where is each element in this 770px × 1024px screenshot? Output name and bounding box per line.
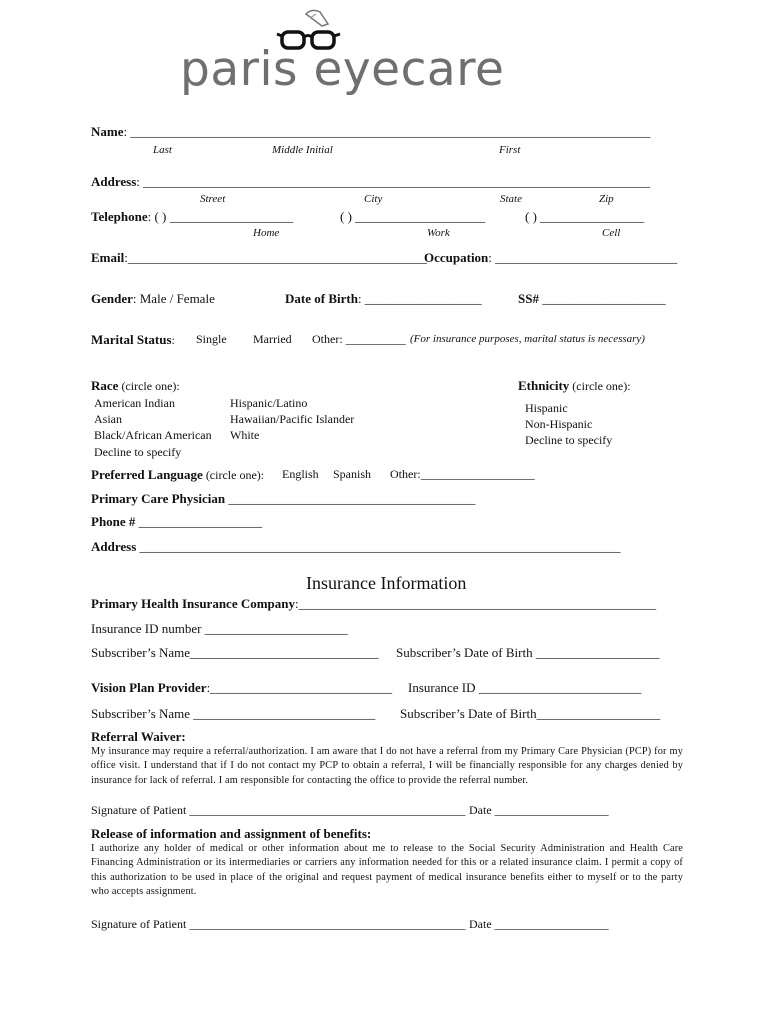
occupation-label: Occupation (424, 250, 489, 265)
marital-row (91, 332, 175, 348)
ethnicity-option[interactable]: Non-Hispanic (525, 417, 593, 431)
race-heading (91, 378, 180, 394)
pcp-address-label: Address (91, 539, 137, 554)
occupation-field[interactable]: : ____________________________ (488, 250, 678, 265)
race-option[interactable]: Asian (94, 412, 122, 426)
gender-row (91, 291, 215, 307)
name-label: Name (91, 124, 124, 139)
gender-label: Gender (91, 291, 133, 306)
release-text: I authorize any holder of medical or other information about me to release to the Social Security Administration and Health Care Financing Administration or its intermediaries or carriers any information needed for this or a related insurance claim. I permit a copy of this authorization to be used in place of the original and request payment of medical insurance benefits either to myself or to the party who accepts assignment. (91, 843, 683, 898)
insurance-company-label: Primary Health Insurance Company (91, 596, 296, 611)
ethnicity-option[interactable]: Decline to specify (525, 433, 613, 447)
vision-id-field[interactable]: Insurance ID _________________________ (408, 680, 642, 695)
pcp-row (91, 491, 475, 507)
language-english[interactable]: English (282, 467, 319, 481)
ethnicity-option[interactable]: Hispanic (525, 401, 568, 415)
name-sub-last: Last (153, 144, 172, 156)
pcp-phone-row (91, 514, 262, 530)
marital-label: Marital Status (91, 332, 172, 347)
vision-field[interactable]: :____________________________ (206, 680, 393, 695)
address-sub-street: Street (200, 193, 226, 205)
race-hint: (circle one): (118, 379, 180, 393)
race-option[interactable]: White (230, 428, 260, 442)
vision-subscriber-dob-field[interactable]: Subscriber’s Date of Birth___________________ (400, 706, 661, 721)
marital-other[interactable]: Other: __________ (312, 332, 406, 346)
logo (180, 8, 600, 108)
pcp-phone-label: Phone # (91, 514, 136, 529)
vision-subscriber-name-field[interactable]: Subscriber’s Name ____________________________ (91, 706, 376, 721)
referral-text: My insurance may require a referral/authorization. I am aware that I do not have a referral from my Primary Care Physician (PCP) for my office visit. I understand that if I do not contact my PCP to obtain a referral, I will be financially responsible for any charges denied by insurance for lack of referral. I am responsible for contacting the office to provide the referral number. (91, 746, 683, 786)
pcp-field[interactable]: ______________________________________ (225, 491, 476, 506)
dob-field[interactable]: : __________________ (357, 291, 482, 306)
vision-row (91, 680, 392, 696)
language-spanish[interactable]: Spanish (333, 467, 372, 481)
telephone-work-field[interactable]: ( ) ____________________ (340, 209, 486, 224)
referral-date-field[interactable]: Date ___________________ (469, 803, 609, 817)
name-row (91, 124, 650, 140)
telephone-sub-cell: Cell (602, 227, 621, 239)
telephone-cell-field[interactable]: ( ) ________________ (525, 209, 645, 224)
race-option[interactable]: American Indian (94, 396, 175, 410)
race-option[interactable]: Decline to specify (94, 445, 182, 459)
logo-text: paris eyecare (180, 42, 505, 97)
insurance-company-row (91, 596, 656, 612)
address-sub-city: City (364, 193, 383, 205)
address-sub-zip: Zip (599, 193, 614, 205)
telephone-sub-home: Home (253, 227, 280, 239)
telephone-sub-work: Work (427, 227, 450, 239)
insurance-subscriber-dob-field[interactable]: Subscriber’s Date of Birth ___________________ (396, 645, 660, 660)
ethnicity-label: Ethnicity (518, 378, 570, 393)
insurance-subscriber-name-field[interactable]: Subscriber’s Name_____________________________ (91, 645, 379, 660)
dob-row (285, 291, 482, 307)
language-heading (91, 467, 264, 483)
name-sub-first: First (499, 144, 521, 156)
referral-signature-field[interactable]: Signature of Patient ______________________________________________ (91, 803, 466, 817)
pcp-address-row (91, 539, 621, 555)
insurance-id-row (91, 621, 348, 637)
address-row (91, 174, 650, 190)
insurance-title: Insurance Information (306, 573, 467, 593)
email-row (91, 250, 427, 266)
language-hint: (circle one): (202, 468, 265, 482)
release-title: Release of information and assignment of benefits: (91, 826, 372, 841)
pcp-phone-field[interactable]: ___________________ (135, 514, 263, 529)
ethnicity-heading (518, 378, 631, 394)
ss-row (518, 291, 666, 307)
insurance-id-field[interactable]: ______________________ (201, 621, 348, 636)
marital-married[interactable]: Married (253, 332, 292, 346)
address-sub-state: State (500, 193, 522, 205)
ethnicity-hint: (circle one): (569, 379, 631, 393)
insurance-company-field[interactable]: :_______________________________________________________ (295, 596, 657, 611)
marital-single[interactable]: Single (196, 332, 227, 346)
gender-options[interactable]: : Male / Female (132, 291, 215, 306)
race-label: Race (91, 378, 119, 393)
occupation-row (424, 250, 677, 266)
language-other[interactable]: Other:___________________ (390, 467, 535, 481)
referral-title: Referral Waiver: (91, 729, 186, 744)
address-field[interactable]: : ______________________________________________________________________________ (136, 174, 651, 189)
race-option[interactable]: Black/African American (94, 428, 212, 442)
marital-note: (For insurance purposes, marital status is necessary) (410, 333, 645, 345)
race-option[interactable]: Hawaiian/Pacific Islander (230, 412, 355, 426)
pcp-label: Primary Care Physician (91, 491, 226, 506)
ss-field[interactable]: ___________________ (538, 291, 666, 306)
name-field[interactable]: : ________________________________________________________________________________ (123, 124, 651, 139)
release-date-field[interactable]: Date ___________________ (469, 917, 609, 931)
dob-label: Date of Birth (285, 291, 358, 306)
telephone-home-field[interactable]: : ( ) ___________________ (147, 209, 294, 224)
insurance-id-label: Insurance ID number (91, 621, 202, 636)
email-label: Email (91, 250, 125, 265)
marital-colon: : (171, 333, 175, 347)
address-label: Address (91, 174, 137, 189)
language-label: Preferred Language (91, 467, 203, 482)
name-sub-middle: Middle Initial (272, 144, 333, 156)
vision-label: Vision Plan Provider (91, 680, 207, 695)
email-field[interactable]: :______________________________________________ (124, 250, 427, 265)
release-signature-field[interactable]: Signature of Patient ______________________________________________ (91, 917, 466, 931)
telephone-label: Telephone (91, 209, 148, 224)
race-option[interactable]: Hispanic/Latino (230, 396, 308, 410)
pcp-address-field[interactable]: __________________________________________________________________________ (136, 539, 621, 554)
telephone-row (91, 209, 293, 225)
ss-label: SS# (518, 291, 539, 306)
